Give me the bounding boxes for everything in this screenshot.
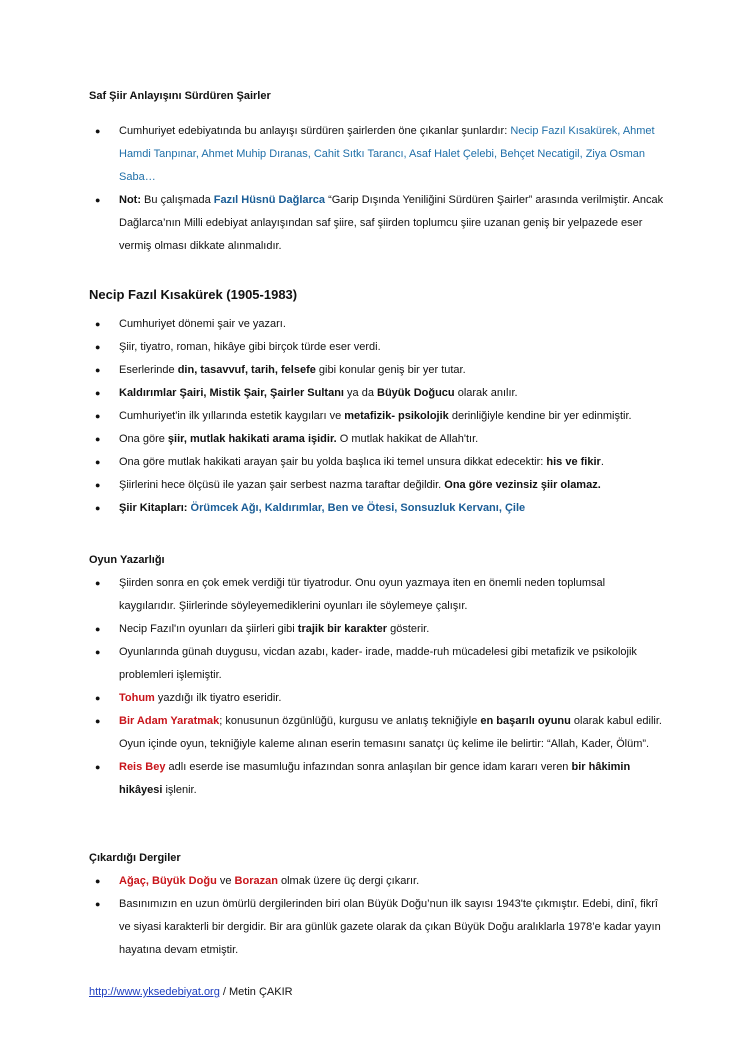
bullet-icon: ● (95, 647, 101, 657)
list-item: ● Cumhuriyet edebiyatında bu anlayışı sürdüren şairlerden öne çıkanlar şunlardır: Necip Fazıl Kısakürek, Ahmet Hamdi Tanpınar, Ahmet Muhip Dıranas, Cahit Sıtkı Tarancı, Asaf Halet Çelebi, Behçet Necatigil, Ziya Osman Saba… (89, 120, 664, 189)
bullet-icon: ● (95, 578, 101, 588)
necip-fazil-list (89, 313, 664, 520)
list-item: ● Not: Bu çalışmada Fazıl Hüsnü Dağlarca “Garip Dışında Yeniliğini Sürdüren Şairler” arasında verilmiştir. Ancak Dağlarca’nın Milli edebiyat anlayışından saf şiire, saf şiirden toplumcu şiire uzanan geniş bir yelpazede eser vermiş olması dikkate alınmalıdır. (89, 189, 664, 258)
list-item: ● Oyunlarında günah duygusu, vicdan azabı, kader- irade, madde-ruh mücadelesi gibi metafizik ve psikolojik problemleri işlemiştir. (89, 641, 664, 687)
list-item: ● Şiir Kitapları: Örümcek Ağı, Kaldırımlar, Ben ve Ötesi, Sonsuzluk Kervanı, Çile (89, 497, 664, 520)
bullet-icon: ● (95, 342, 101, 352)
bullet-icon: ● (95, 693, 101, 703)
bullet-icon: ● (95, 899, 101, 909)
bullet-icon: ● (95, 716, 101, 726)
bullet-icon: ● (95, 876, 101, 886)
bullet-icon: ● (95, 624, 101, 634)
dergiler-list (89, 870, 664, 962)
bullet-icon: ● (95, 411, 101, 421)
bullet-icon: ● (95, 434, 101, 444)
bullet-icon: ● (95, 388, 101, 398)
list-item: ● Cumhuriyet'in ilk yıllarında estetik kaygıları ve metafizik- psikolojik derinliğiyle kendine bir yer edinmiştir. (89, 405, 664, 428)
website-link[interactable]: http://www.yksedebiyat.org (89, 986, 220, 998)
bullet-icon: ● (95, 195, 101, 205)
section-heading-oyun-yazarligi: Oyun Yazarlığı (89, 554, 165, 566)
bullet-icon: ● (95, 503, 101, 513)
bullet-icon: ● (95, 319, 101, 329)
bullet-icon: ● (95, 480, 101, 490)
bullet-icon: ● (95, 457, 101, 467)
list-item: ● Ağaç, Büyük Doğu ve Borazan olmak üzere üç dergi çıkarır. (89, 870, 664, 893)
page-footer (89, 986, 293, 998)
list-item: ● Basınımızın en uzun ömürlü dergilerinden biri olan Büyük Doğu’nun ilk sayısı 1943'te çıkmıştır. Edebi, dinî, fikrî ve siyasi karakterli bir dergidir. Bir ara günlük gazete olarak da çıkan Büyük Doğu aralıklarla 1978’e kadar yayın hayatına devam etmiştir. (89, 893, 664, 962)
list-item: ● Ona göre mutlak hakikati arayan şair bu yolda başlıca iki temel unsura dikkat edecektir: his ve fikir. (89, 451, 664, 474)
list-item: ● Bir Adam Yaratmak; konusunun özgünlüğü, kurgusu ve anlatış tekniğiyle en başarılı oyunu olarak kabul edilir. Oyun içinde oyun, tekniğiyle kaleme alınan eserin temasını sanatçı üç kelime ile belirtir: “Allah, Kader, Ölüm”. (89, 710, 664, 756)
list-item: ● Cumhuriyet dönemi şair ve yazarı. (89, 313, 664, 336)
section-heading-saf-siir: Saf Şiir Anlayışını Sürdüren Şairler (89, 90, 271, 102)
bullet-icon: ● (95, 126, 101, 136)
list-item: ● Şiir, tiyatro, roman, hikâye gibi birçok türde eser verdi. (89, 336, 664, 359)
section-heading-dergiler: Çıkardığı Dergiler (89, 852, 181, 864)
saf-siir-list (89, 120, 664, 258)
oyun-yazarligi-list (89, 572, 664, 802)
book-titles: Örümcek Ağı, Kaldırımlar, Ben ve Ötesi, Sonsuzluk Kervanı, Çile (190, 502, 526, 514)
list-item: ● Tohum yazdığı ilk tiyatro eseridir. (89, 687, 664, 710)
list-item: ● Şiirden sonra en çok emek verdiği tür tiyatrodur. Onu oyun yazmaya iten en önemli neden toplumsal kaygılarıdır. Şiirlerinde söyleyemediklerini oyunları ile söylemeye çalışır. (89, 572, 664, 618)
list-item: ● Eserlerinde din, tasavvuf, tarih, felsefe gibi konular geniş bir yer tutar. (89, 359, 664, 382)
bullet-icon: ● (95, 762, 101, 772)
poet-names: Necip Fazıl Kısakürek, Ahmet Hamdi Tanpınar, Ahmet Muhip Dıranas, Cahit Sıtkı Tarancı, Asaf Halet Çelebi, Behçet Necatigil, Ziya Osman Saba… (119, 125, 655, 183)
section-heading-necip-fazil: Necip Fazıl Kısakürek (1905-1983) (89, 287, 298, 302)
list-item: ● Ona göre şiir, mutlak hakikati arama işidir. O mutlak hakikat de Allah'tır. (89, 428, 664, 451)
list-item: ● Kaldırımlar Şairi, Mistik Şair, Şairler Sultanı ya da Büyük Doğucu olarak anılır. (89, 382, 664, 405)
bullet-icon: ● (95, 365, 101, 375)
list-item: ● Necip Fazıl'ın oyunları da şiirleri gibi trajik bir karakter gösterir. (89, 618, 664, 641)
author-name: / Metin ÇAKIR (219, 986, 293, 998)
list-item: ● Şiirlerini hece ölçüsü ile yazan şair serbest nazma taraftar değildir. Ona göre vezinsiz şiir olamaz. (89, 474, 664, 497)
list-item: ● Reis Bey adlı eserde ise masumluğu infazından sonra anlaşılan bir gence idam kararı veren bir hâkimin hikâyesi işlenir. (89, 756, 664, 802)
